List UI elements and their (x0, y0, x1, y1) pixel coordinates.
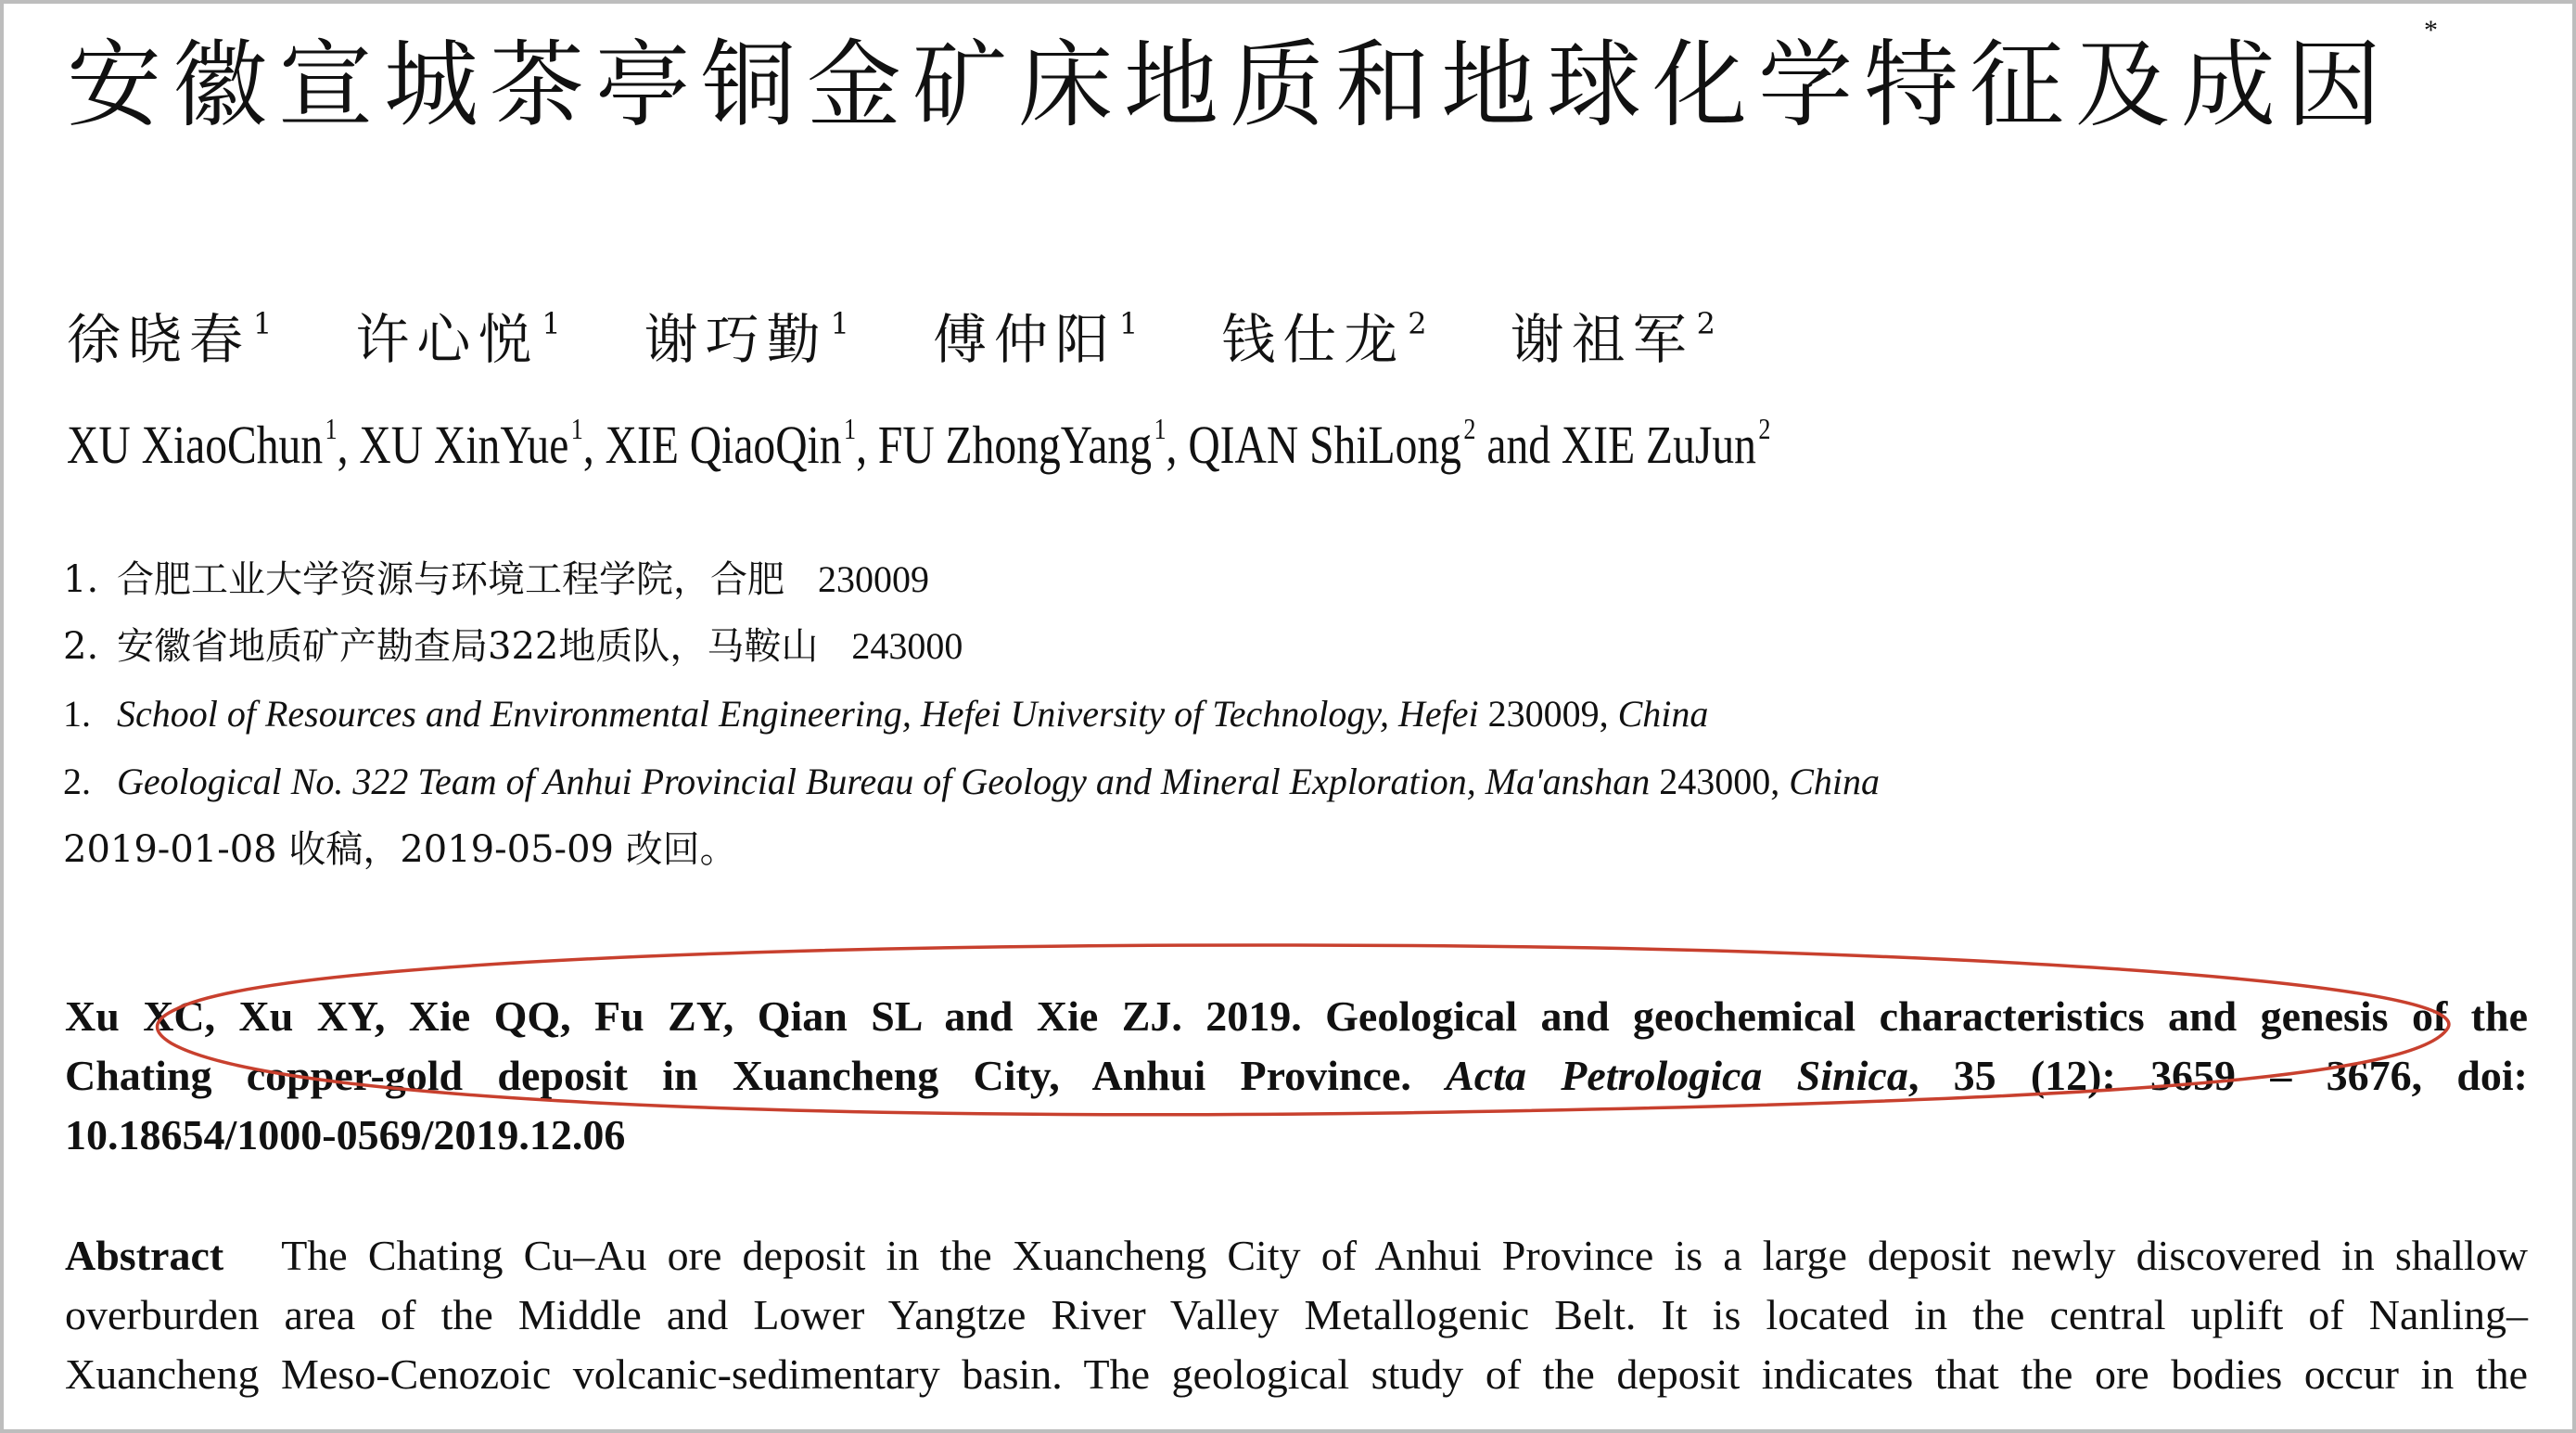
affiliation-cn-1: 1. 合肥工业大学资源与环境工程学院，合肥 230009 (63, 558, 929, 601)
abstract-label: Abstract (65, 1232, 224, 1279)
affiliation-cn-2: 2. 安徽省地质矿产勘查局322地质队，马鞍山 243000 (63, 625, 963, 668)
citation-line: Xu XC, Xu XY, Xie QQ, Fu ZY, Qian SL and Xie ZJ. 2019. Geological and geochemical characteristics and genesis of the (65, 992, 2528, 1040)
abstract-block (65, 1226, 2528, 1404)
author-cn: 钱仕龙$^2$ (1221, 306, 1435, 371)
authors-chinese (67, 302, 1799, 377)
author-cn: 徐晓春$^1$ (67, 306, 280, 371)
journal-name: Acta Petrologica Sinica (1446, 1052, 1908, 1099)
title-footnote-mark: * (2424, 15, 2438, 45)
abstract-line: overburden area of the Middle and Lower Yangtze River Valley Metallogenic Belt. It is located in the central uplift of Nanling– (65, 1291, 2528, 1338)
abstract-line: Abstract The Chating Cu–Au ore deposit in the Xuancheng City of Anhui Province is a large deposit newly discovered in shallow (65, 1232, 2528, 1279)
citation-line: Chating copper-gold deposit in Xuancheng City, Anhui Province. Acta Petrologica Sinica, 35 (12): 3659 – 3676, doi: (65, 1052, 2529, 1099)
received-dates: 2019-01-08 收稿，2019-05-09 改回。 (63, 828, 737, 871)
affiliation-en-1: 1. School of Resources and Environmental Engineering, Hefei University of Technology, Hefei 230009, China (63, 693, 1709, 735)
author-cn: 傅仲阳$^1$ (932, 306, 1146, 371)
author-cn: 许心悦$^1$ (355, 306, 568, 371)
author-cn: 谢祖军$^2$ (1510, 306, 1723, 371)
citation-doi: 10.18654/1000-0569/2019.12.06 (65, 1111, 626, 1158)
abstract-line: Xuancheng Meso-Cenozoic volcanic-sedimentary basin. The geological study of the deposit indicates that the ore bodies occur in the (65, 1350, 2528, 1398)
author-cn: 谢巧勤$^1$ (644, 306, 857, 371)
affiliation-en-2: 2. Geological No. 322 Team of Anhui Provincial Bureau of Geology and Mineral Exploration, Ma'anshan 243000, China (63, 761, 1881, 802)
authors-english: XU XiaoChun$^1$, XU XinYue$^1$, XIE QiaoQin$^1$, FU ZhongYang$^1$, QIAN ShiLong$^2$ and XIE ZuJun$^2$ (67, 413, 1771, 475)
paper-title: 安徽宣城茶亭铜金矿床地质和地球化学特征及成因 (67, 31, 2392, 141)
citation-block (65, 987, 2528, 1165)
